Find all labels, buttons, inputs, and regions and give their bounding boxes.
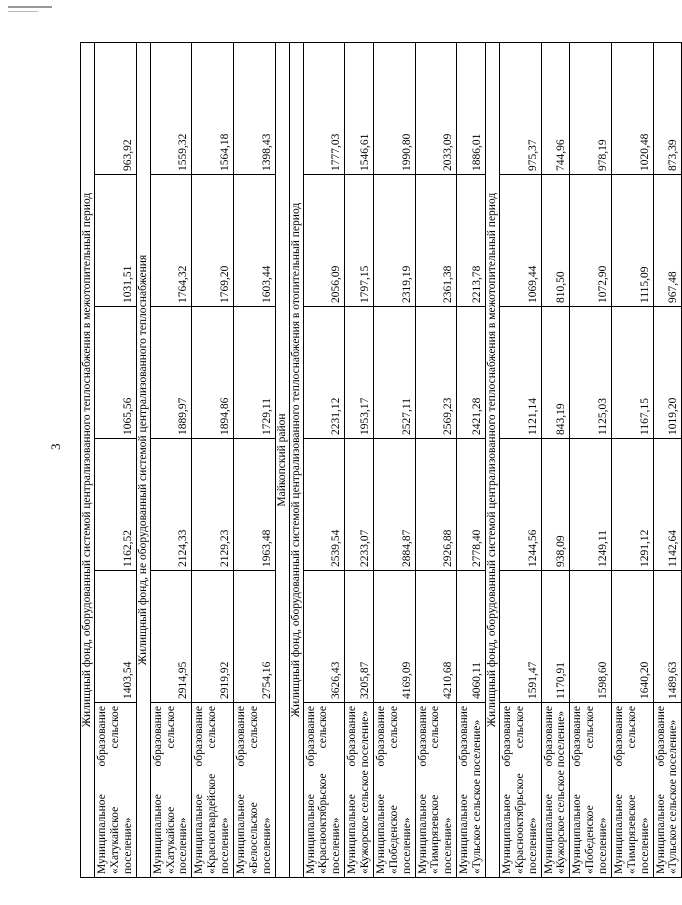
value-cell: 2361,38: [415, 175, 457, 307]
value-cell: 1115,09: [611, 175, 653, 307]
value-cell: 3205,87: [345, 571, 374, 703]
value-cell: 1162,52: [95, 439, 137, 571]
value-cell: 2233,07: [345, 439, 374, 571]
scan-artifact-line: [8, 11, 38, 12]
value-cell: 2569,23: [415, 307, 457, 439]
table-row: [303, 43, 345, 878]
table-row: [150, 43, 192, 878]
municipality-name: Муниципальное образование «Победенское сельское поселение»: [570, 703, 612, 878]
value-cell: 1403,54: [95, 571, 137, 703]
table-row: [541, 43, 570, 878]
value-cell: 1889,97: [150, 307, 192, 439]
value-cell: 1170,91: [541, 571, 570, 703]
value-cell: 1125,03: [570, 307, 612, 439]
value-cell: 1564,18: [192, 43, 234, 175]
value-cell: 1559,32: [150, 43, 192, 175]
value-cell: 1249,11: [570, 439, 612, 571]
value-cell: 2213,78: [457, 175, 486, 307]
value-cell: 4210,68: [415, 571, 457, 703]
section-header: Жилищный фонд, оборудованный системой централизованного теплоснабжения в межотопительный период: [485, 43, 499, 878]
value-cell: 1640,20: [611, 571, 653, 703]
value-cell: 2919,92: [192, 571, 234, 703]
table-row: [499, 43, 541, 878]
section-header-row: [136, 43, 150, 878]
value-cell: 2056,09: [303, 175, 345, 307]
municipality-name: Муниципальное образование «Победенское сельское поселение»: [373, 703, 415, 878]
value-cell: 1764,32: [150, 175, 192, 307]
rotated-table-container: [80, 43, 682, 878]
value-cell: 1069,44: [499, 175, 541, 307]
value-cell: 4060,11: [457, 571, 486, 703]
value-cell: 2778,40: [457, 439, 486, 571]
value-cell: 1121,14: [499, 307, 541, 439]
municipality-name: Муниципальное образование «Краснооктябрьское сельское поселение»: [303, 703, 345, 878]
municipality-name: Муниципальное образование «Кужорское сельское поселение»: [541, 703, 570, 878]
section-header: Жилищный фонд, не оборудованный системой централизованного теплоснабжения: [136, 43, 150, 878]
value-cell: 1142,64: [653, 439, 682, 571]
value-cell: 1769,20: [192, 175, 234, 307]
value-cell: 1167,15: [611, 307, 653, 439]
municipality-name: Муниципальное образование «Хатукайское сельское поселение»: [150, 703, 192, 878]
value-cell: 1244,56: [499, 439, 541, 571]
municipality-name: Муниципальное образование «Кужорское сельское поселение»: [345, 703, 374, 878]
table-row: [345, 43, 374, 878]
table-row: [611, 43, 653, 878]
value-cell: 963,92: [95, 43, 137, 175]
municipality-name: Муниципальное образование «Тульское сельское поселение»: [653, 703, 682, 878]
table-row: [373, 43, 415, 878]
section-header: Жилищный фонд, оборудованный системой централизованного теплоснабжения в межотопительный период: [81, 43, 95, 878]
value-cell: 1729,11: [233, 307, 275, 439]
municipality-name: Муниципальное образование «Хатукайское сельское поселение»: [95, 703, 137, 878]
value-cell: 843,19: [541, 307, 570, 439]
municipality-name: Муниципальное образование «Тульское сельское поселение»: [457, 703, 486, 878]
value-cell: 2129,23: [192, 439, 234, 571]
value-cell: 938,09: [541, 439, 570, 571]
value-cell: 975,37: [499, 43, 541, 175]
section-header-row: [485, 43, 499, 878]
value-cell: 744,96: [541, 43, 570, 175]
value-cell: 1777,03: [303, 43, 345, 175]
value-cell: 1291,12: [611, 439, 653, 571]
value-cell: 2926,88: [415, 439, 457, 571]
section-header: Жилищный фонд, оборудованный системой централизованного теплоснабжения в отопительный период: [289, 43, 303, 878]
value-cell: 810,50: [541, 175, 570, 307]
municipality-name: Муниципальное образование «Тимирязевское сельское поселение»: [611, 703, 653, 878]
table-row: [653, 43, 682, 878]
table-row: [570, 43, 612, 878]
value-cell: 2033,09: [415, 43, 457, 175]
municipality-name: Муниципальное образование «Белосельское сельское поселение»: [233, 703, 275, 878]
value-cell: 2884,87: [373, 439, 415, 571]
value-cell: 2754,16: [233, 571, 275, 703]
table-row: [95, 43, 137, 878]
page-number: 3: [48, 443, 63, 450]
value-cell: 1953,17: [345, 307, 374, 439]
value-cell: 873,39: [653, 43, 682, 175]
municipality-name: Муниципальное образование «Красногвардейское сельское поселение»: [192, 703, 234, 878]
value-cell: 1019,20: [653, 307, 682, 439]
scan-artifact-line: [8, 6, 52, 8]
value-cell: 1031,51: [95, 175, 137, 307]
value-cell: 1546,61: [345, 43, 374, 175]
value-cell: 1886,01: [457, 43, 486, 175]
table-row: [192, 43, 234, 878]
section-header: Майкопский район: [275, 43, 289, 878]
table-row: [415, 43, 457, 878]
section-header-row: [275, 43, 289, 878]
tariff-table: [80, 42, 682, 878]
table-body: [81, 43, 682, 878]
municipality-name: Муниципальное образование «Тимирязевское сельское поселение»: [415, 703, 457, 878]
value-cell: 2539,54: [303, 439, 345, 571]
value-cell: 1894,86: [192, 307, 234, 439]
value-cell: 4169,09: [373, 571, 415, 703]
value-cell: 3626,43: [303, 571, 345, 703]
section-header-row: [81, 43, 95, 878]
value-cell: 2319,19: [373, 175, 415, 307]
table-row: [233, 43, 275, 878]
table-row: [457, 43, 486, 878]
value-cell: 1398,43: [233, 43, 275, 175]
value-cell: 2914,95: [150, 571, 192, 703]
value-cell: 1963,48: [233, 439, 275, 571]
value-cell: 2231,12: [303, 307, 345, 439]
value-cell: 1489,63: [653, 571, 682, 703]
value-cell: 1797,15: [345, 175, 374, 307]
value-cell: 967,48: [653, 175, 682, 307]
value-cell: 1020,48: [611, 43, 653, 175]
value-cell: 2421,28: [457, 307, 486, 439]
value-cell: 1065,56: [95, 307, 137, 439]
value-cell: 1990,80: [373, 43, 415, 175]
municipality-name: Муниципальное образование «Краснооктябрьское сельское поселение»: [499, 703, 541, 878]
value-cell: 2124,33: [150, 439, 192, 571]
section-header-row: [289, 43, 303, 878]
value-cell: 1598,60: [570, 571, 612, 703]
value-cell: 1591,47: [499, 571, 541, 703]
value-cell: 2527,11: [373, 307, 415, 439]
value-cell: 978,19: [570, 43, 612, 175]
value-cell: 1072,90: [570, 175, 612, 307]
value-cell: 1603,44: [233, 175, 275, 307]
